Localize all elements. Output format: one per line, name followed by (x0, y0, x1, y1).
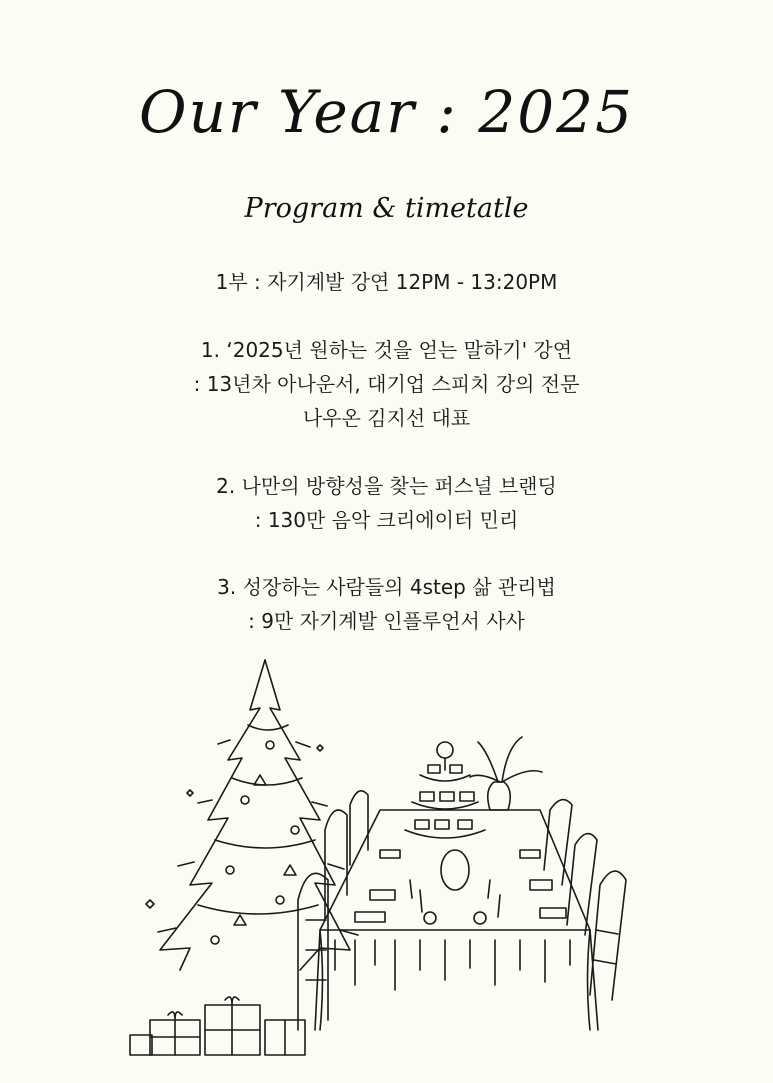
christmas-tree-and-dinner-table-sketch-icon (120, 650, 660, 1070)
program-item-3 (0, 570, 773, 638)
gift-boxes-icon (130, 997, 305, 1055)
session-heading (0, 265, 773, 299)
program-item-2 (0, 469, 773, 537)
program-item-2-speaker: : 130만 음악 크리에이터 민리 (254, 508, 519, 532)
christmas-tree-icon (146, 660, 358, 970)
program-item-3-speaker: : 9만 자기계발 인플루언서 사사 (248, 609, 525, 633)
page-title: Our Year : 2025 (139, 78, 634, 146)
program-item-1-speaker: : 13년차 아나운서, 대기업 스피치 강의 전문 (193, 372, 580, 396)
page-subtitle: Program & timetatle (244, 193, 529, 224)
session-heading-text: 1부 : 자기계발 강연 12PM - 13:20PM (215, 270, 558, 294)
program-item-3-title: 3. 성장하는 사람들의 4step 삶 관리법 (217, 575, 556, 599)
program-item-1-title: 1. ‘2025년 원하는 것을 얻는 말하기' 강연 (200, 338, 573, 362)
dinner-table-icon (315, 737, 598, 1030)
program-item-1 (0, 333, 773, 435)
program-item-2-title: 2. 나만의 방향성을 찾는 퍼스널 브랜딩 (216, 474, 557, 498)
program-item-1-speaker-name: 나우온 김지선 대표 (302, 406, 471, 430)
chairs-icon (298, 791, 626, 1030)
